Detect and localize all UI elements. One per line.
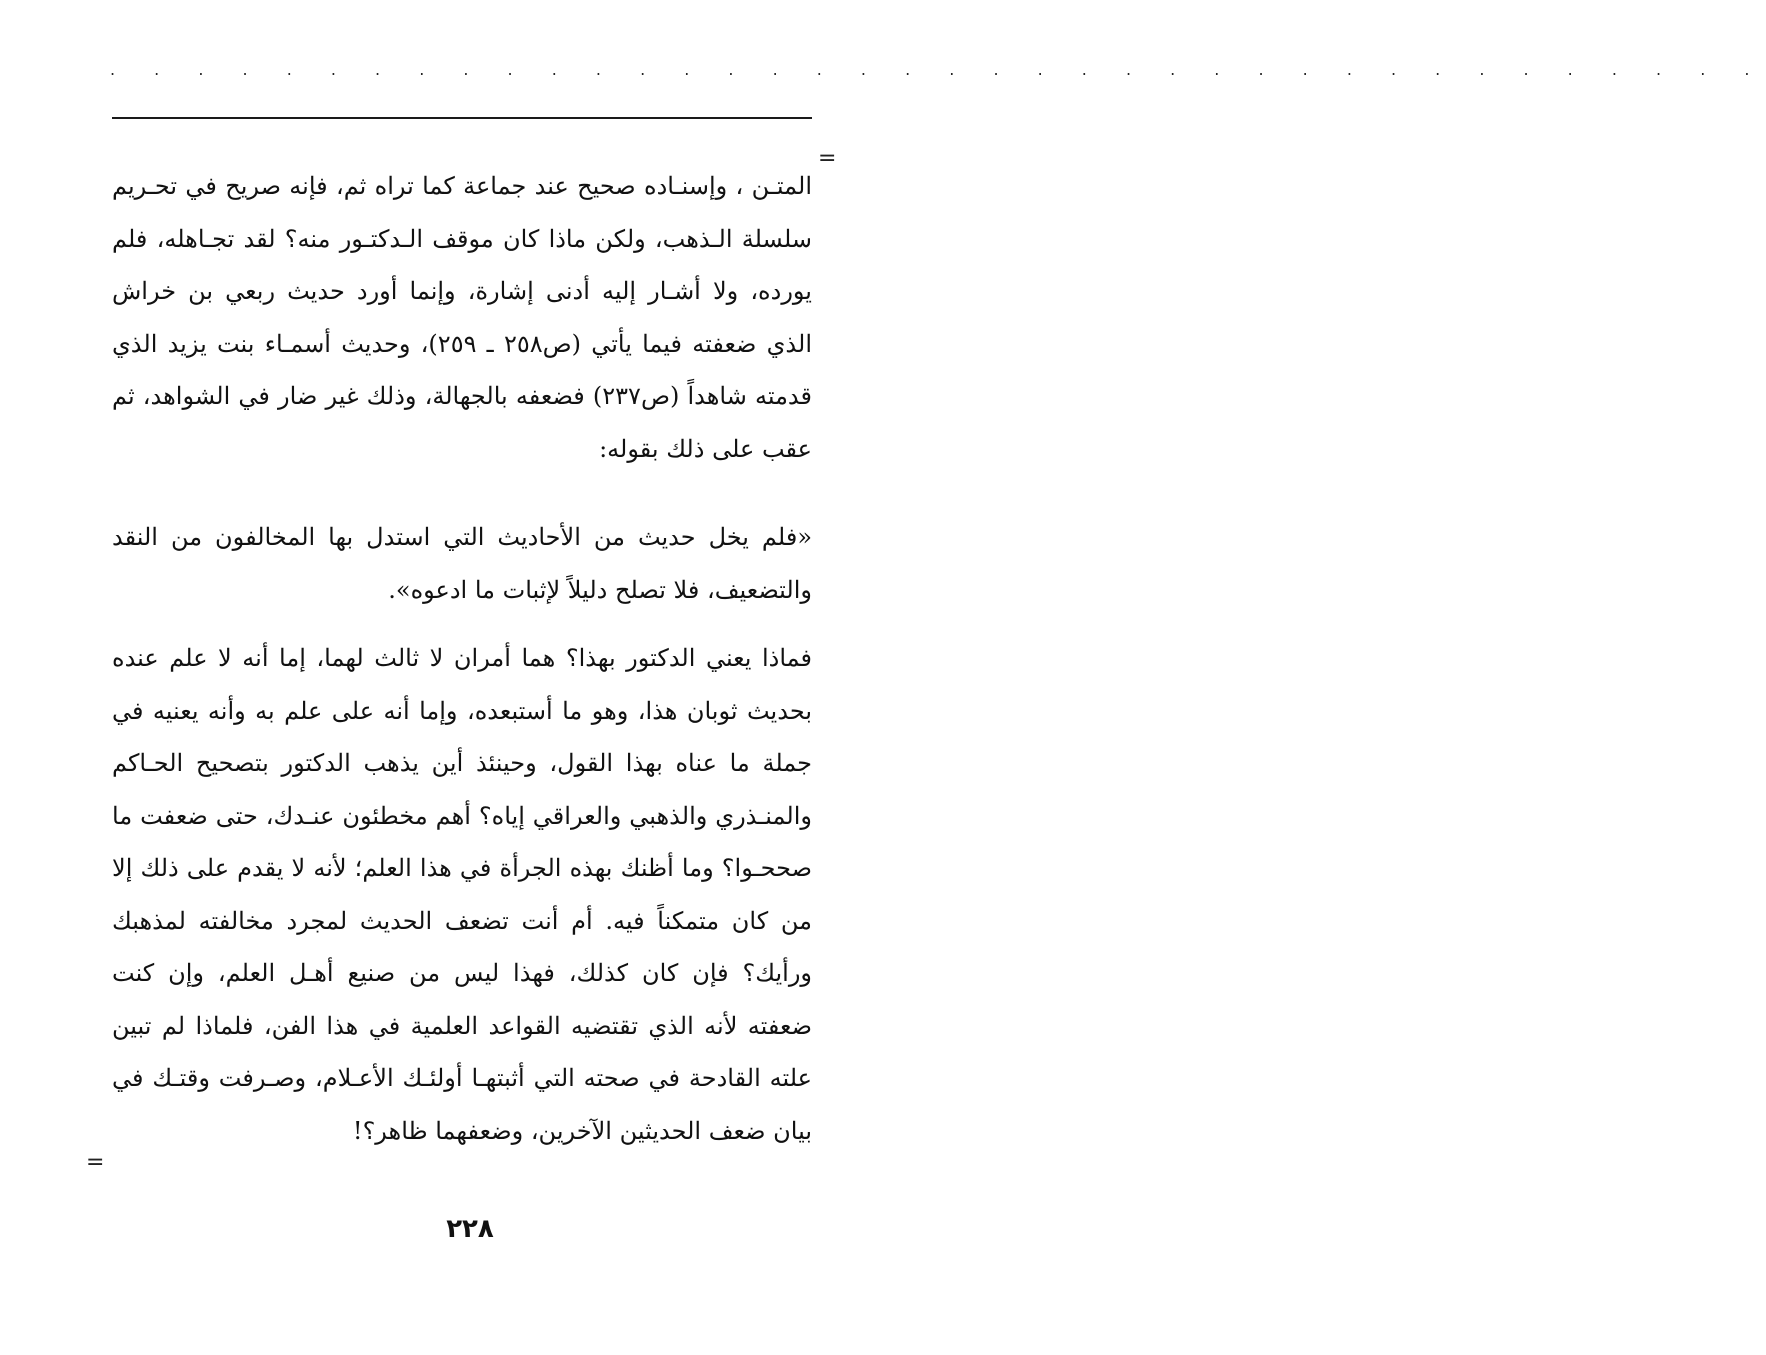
page-number: ٢٢٨ (446, 1214, 494, 1244)
continuation-mark-top: = (818, 146, 837, 171)
header-dotted-line: . . . . . . . . . . . . . . . . . . . . . . . . . . . . . . . . . . . . . . (110, 60, 1766, 79)
paragraph-1: المتـن ، وإسنـاده صحيح عند جماعة كما تراه ثم، فإنه صريح في تحـريم سلسلة الـذهب، ولكن ماذا كان موقف الـدكتـور منه؟ لقد تجـاهله، فلم يورده، ولا أشـار إليه أدنى إشارة، وإنما أورد حديث ربعي بن خراش الذي ضعفته فيما يأتي (ص٢٥٨ ـ ٢٥٩)، وحديث أسمـاء بنت يزيد الذي قدمته شاهداً (ص٢٣٧) فضعفه بالجهالة، وذلك غير ضار في الشواهد، ثم عقب على ذلك بقوله: (112, 172, 812, 463)
header-rule (112, 117, 812, 119)
paragraph-3: فماذا يعني الدكتور بهذا؟ هما أمران لا ثالث لهما، إما أنه لا علم عنده بحديث ثوبان هذا، وهو ما أستبعده، وإما أنه على علم به وأنه يعنيه في جملة ما عناه بهذا القول، وحينئذ أين يذهب الدكتور بتصحيح الحـاكم والمنـذري والذهبي والعراقي إياه؟ أهم مخطئون عنـدك، حتى ضعفت ما صححـوا؟ وما أظنك بهذه الجرأة في هذا العلم؛ لأنه لا يقدم على ذلك إلا من كان متمكناً فيه. أم أنت تضعف الحديث لمجرد مخالفته لمذهبك ورأيك؟ فإن كان كذلك، فهذا ليس من صنيع أهـل العلم، وإن كنت ضعفته لأنه الذي تقتضيه القواعد العلمية في هذا الفن، فلماذا لم تبين علته القادحة في صحته التي أثبتهـا أولئـك الأعـلام، وصـرفت وقتـك في بيان ضعف الحديثين الآخرين، وضعفهما ظاهر؟! (112, 644, 813, 1145)
continuation-mark-bottom: = (86, 1150, 105, 1175)
quotation-paragraph: «فلم يخل حديث من الأحاديث التي استدل بها المخالفون من النقد والتضعيف، فلا تصلح دليلاً لإثبات ما ادعوه». (112, 523, 812, 604)
